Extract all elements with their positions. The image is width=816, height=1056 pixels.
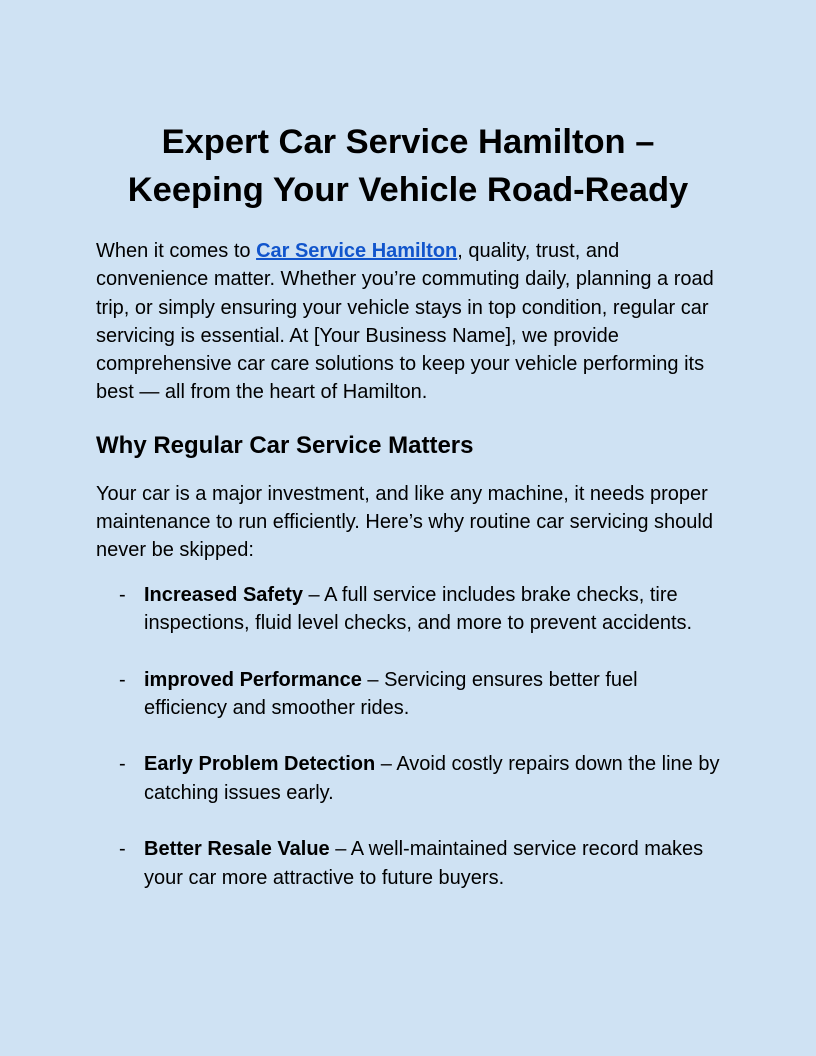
list-dash-marker: - (119, 753, 126, 776)
list-item-term: Increased Safety (144, 583, 303, 606)
list-item-text: – A full service includes brake checks, tire inspections, fluid level checks, and more to prevent accidents. (144, 583, 693, 634)
section-intro-paragraph: Your car is a major investment, and like any machine, it needs proper maintenance to run efficiently. Here’s why routine car servicing should never be skipped: (96, 482, 713, 562)
list-item-text: – Servicing ensures better fuel efficiency and smoother rides. (144, 668, 638, 719)
title-line-2: Keeping Your Vehicle Road-Ready (127, 171, 689, 209)
list-item (96, 581, 720, 638)
intro-text-after-link: , quality, trust, and convenience matter. Whether you’re commuting daily, planning a road trip, or simply ensuring your vehicle stays in top condition, regular car servicing is essential. At [Your Business Name], we provide comprehensive car care solutions to keep your vehicle performing its best — all from the heart of Hamilton. (96, 240, 714, 404)
title-line-1: Expert Car Service Hamilton – (161, 123, 655, 161)
list-dash-marker: - (119, 583, 126, 606)
list-item-text: – Avoid costly repairs down the line by catching issues early. (144, 753, 720, 804)
section-heading: Why Regular Car Service Matters (96, 431, 474, 459)
list-item (96, 835, 720, 892)
list-item (96, 750, 720, 807)
list-item (96, 666, 720, 723)
benefits-list (96, 581, 720, 892)
intro-paragraph (96, 237, 720, 407)
list-item-text: – A well-maintained service record makes your car more attractive to future buyers. (144, 838, 704, 889)
list-dash-marker: - (119, 668, 126, 691)
page-title (96, 118, 720, 214)
list-dash-marker: - (119, 838, 126, 861)
list-item-term: Early Problem Detection (144, 753, 376, 776)
car-service-hamilton-link[interactable]: Car Service Hamilton (256, 240, 458, 262)
intro-text-before-link: When it comes to (96, 240, 257, 262)
list-item-term: improved Performance (144, 668, 362, 691)
list-item-term: Better Resale Value (144, 838, 330, 861)
